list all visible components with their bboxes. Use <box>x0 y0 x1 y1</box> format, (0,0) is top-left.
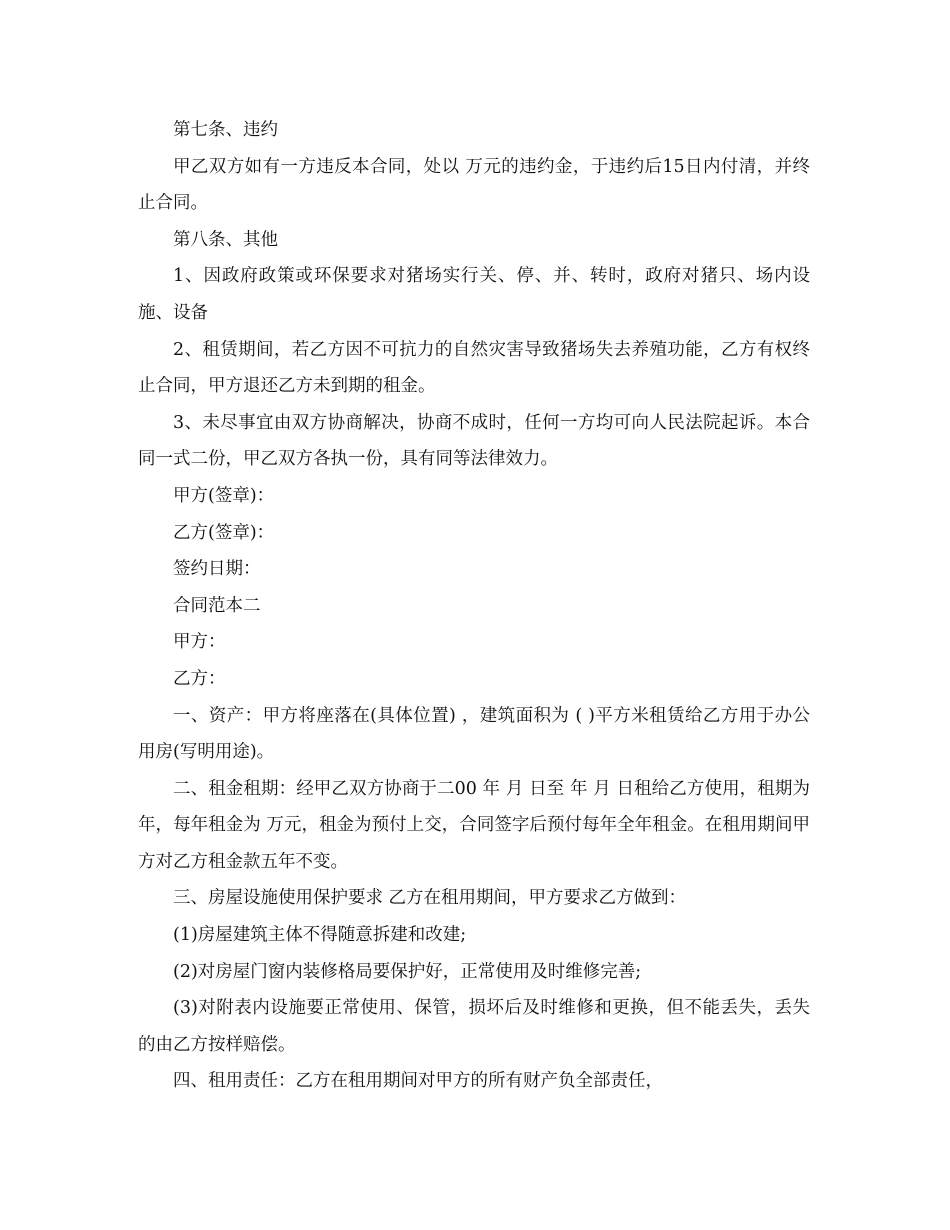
document-body <box>138 112 810 1100</box>
article-7-text: 甲乙双方如有一方违反本合同，处以 万元的违约金，于违约后15日内付清，并终止合同。 <box>138 156 810 214</box>
party-b-line: 乙方： <box>173 668 226 689</box>
article-8-heading: 第八条、其他 <box>173 229 278 250</box>
article-7-heading: 第七条、违约 <box>173 120 278 140</box>
article-8-item-2: 2、租赁期间，若乙方因不可抗力的自然灾害导致猪场失去养殖功能，乙方有权终止合同，甲方退还乙方未到期的租金。 <box>138 339 810 397</box>
clause-facility-protection: 三、房屋设施使用保护要求 乙方在租用期间，甲方要求乙方做到： <box>173 888 687 909</box>
party-b-signature-line: 乙方(签章)： <box>173 522 275 543</box>
facility-item-3: (3)对附表内设施要正常使用、保管，损坏后及时维修和更换，但不能丢失，丢失的由乙方按样赔偿。 <box>138 998 810 1055</box>
clause-assets: 一、资产：甲方将座落在(具体位置) ，建筑面积为 ( )平方米租赁给乙方用于办公用房(写明用途)。 <box>138 705 810 763</box>
party-a-signature-line: 甲方(签章)： <box>173 485 275 506</box>
signing-date-line: 签约日期： <box>173 559 261 580</box>
party-a-line: 甲方： <box>173 632 226 653</box>
article-8-item-1: 1、因政府政策或环保要求对猪场实行关、停、并、转时，政府对猪只、场内设施、设备 <box>138 266 810 323</box>
facility-item-1: (1)房屋建筑主体不得随意拆建和改建; <box>173 925 467 946</box>
clause-rental-liability: 四、租用责任：乙方在租用期间对甲方的所有财产负全部责任， <box>173 1071 663 1092</box>
clause-rent-term: 二、租金租期：经甲乙双方协商于二00 年 月 日至 年 月 日租给乙方使用，租期为 年，每年租金为 万元，租金为预付上交，合同签字后预付每年全年租金。在租用期间甲方对乙方租金款五年不变。 <box>138 778 810 872</box>
facility-item-2: (2)对房屋门窗内装修格局要保护好，正常使用及时维修完善; <box>173 961 642 982</box>
template-2-heading: 合同范本二 <box>173 595 261 616</box>
article-8-item-3: 3、未尽事宜由双方协商解决，协商不成时，任何一方均可向人民法院起诉。本合同一式二份，甲乙双方各执一份，具有同等法律效力。 <box>138 412 810 470</box>
